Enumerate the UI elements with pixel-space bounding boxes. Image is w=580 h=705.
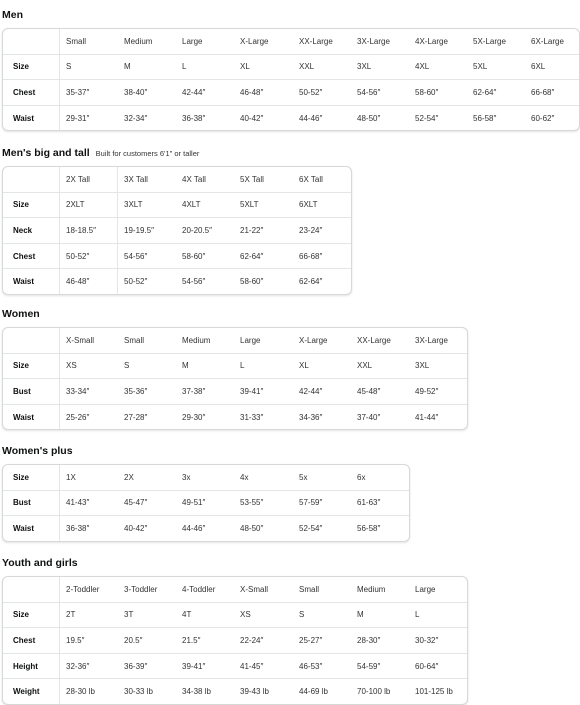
table-cell: 44-46″ bbox=[182, 523, 206, 533]
table-cell: 61-63″ bbox=[357, 498, 381, 508]
table-cell: 39-43 lb bbox=[240, 687, 269, 697]
column-header: Medium bbox=[357, 584, 386, 594]
table-cell: 50-52″ bbox=[124, 277, 148, 287]
column-header: 3X Tall bbox=[124, 174, 148, 184]
table-row bbox=[3, 678, 467, 704]
table-header-row bbox=[3, 29, 579, 54]
table-cell: 28-30″ bbox=[357, 635, 381, 645]
table-row bbox=[3, 192, 351, 218]
table-cell: S bbox=[124, 361, 130, 371]
table-cell: XL bbox=[240, 62, 250, 72]
table-header-row bbox=[3, 577, 467, 602]
table-row bbox=[3, 105, 579, 131]
column-header: 6X Tall bbox=[299, 174, 323, 184]
table-cell: 60-62″ bbox=[531, 113, 555, 123]
column-header: 4X-Large bbox=[415, 36, 448, 46]
column-header: Large bbox=[415, 584, 436, 594]
column-divider bbox=[59, 577, 60, 704]
column-header: 3X-Large bbox=[357, 36, 390, 46]
table-cell: 6XL bbox=[531, 62, 546, 72]
row-label: Waist bbox=[13, 523, 35, 533]
row-label: Chest bbox=[13, 87, 36, 97]
table-cell: 23-24″ bbox=[299, 225, 323, 235]
table-cell: 48-50″ bbox=[357, 113, 381, 123]
table-cell: 6XLT bbox=[299, 200, 318, 210]
column-divider bbox=[59, 29, 60, 130]
table-cell: 45-47″ bbox=[124, 498, 148, 508]
table-row bbox=[3, 378, 467, 404]
table-cell: 33-34″ bbox=[66, 386, 90, 396]
table-cell: 3XL bbox=[415, 361, 430, 371]
table-cell: 38-40″ bbox=[124, 87, 148, 97]
table-cell: 28-30 lb bbox=[66, 687, 95, 697]
table-row bbox=[3, 268, 351, 294]
column-header: 5X Tall bbox=[240, 174, 264, 184]
column-header: Large bbox=[240, 335, 261, 345]
table-cell: 37-40″ bbox=[357, 412, 381, 422]
table-cell: 36-38″ bbox=[182, 113, 206, 123]
column-header: 2X Tall bbox=[66, 174, 90, 184]
table-header-row bbox=[3, 167, 351, 192]
column-header: 4-Toddler bbox=[182, 584, 216, 594]
table-cell: 5x bbox=[299, 472, 308, 482]
section-title-text: Men's big and tall bbox=[2, 147, 90, 159]
table-cell: 2T bbox=[66, 610, 76, 620]
row-label: Waist bbox=[13, 113, 35, 123]
row-label: Height bbox=[13, 661, 38, 671]
row-label: Chest bbox=[13, 251, 36, 261]
table-cell: 60-64″ bbox=[415, 661, 439, 671]
table-row bbox=[3, 515, 409, 541]
table-cell: 3XLT bbox=[124, 200, 143, 210]
table-cell: 32-36″ bbox=[66, 661, 90, 671]
table-cell: 4T bbox=[182, 610, 192, 620]
table-cell: 42-44″ bbox=[182, 87, 206, 97]
column-header: Small bbox=[299, 584, 320, 594]
table-cell: 66-68″ bbox=[299, 251, 323, 261]
table-cell: 25-27″ bbox=[299, 635, 323, 645]
table-cell: 49-52″ bbox=[415, 386, 439, 396]
table-row bbox=[3, 653, 467, 679]
table-cell: L bbox=[182, 62, 187, 72]
table-cell: 57-59″ bbox=[299, 498, 323, 508]
column-header: 3X-Large bbox=[415, 335, 448, 345]
table-cell: 20.5″ bbox=[124, 635, 143, 645]
table-cell: 41-43″ bbox=[66, 498, 90, 508]
row-label: Size bbox=[13, 610, 30, 620]
column-header: 6X-Large bbox=[531, 36, 564, 46]
table-cell: 5XL bbox=[473, 62, 488, 72]
size-table-men bbox=[2, 28, 580, 131]
table-cell: 19-19.5″ bbox=[124, 225, 154, 235]
table-cell: 49-51″ bbox=[182, 498, 206, 508]
size-table-youth-and-girls bbox=[2, 576, 468, 705]
table-cell: 19.5″ bbox=[66, 635, 85, 645]
table-row bbox=[3, 490, 409, 516]
table-cell: 62-64″ bbox=[473, 87, 497, 97]
table-cell: 34-36″ bbox=[299, 412, 323, 422]
table-cell: 56-58″ bbox=[357, 523, 381, 533]
table-cell: 30-32″ bbox=[415, 635, 439, 645]
column-header: 3-Toddler bbox=[124, 584, 158, 594]
table-cell: 39-41″ bbox=[240, 386, 264, 396]
column-header: XX-Large bbox=[299, 36, 333, 46]
table-row bbox=[3, 217, 351, 243]
table-cell: 58-60″ bbox=[240, 277, 264, 287]
column-header: Medium bbox=[124, 36, 153, 46]
column-header: Small bbox=[124, 335, 145, 345]
table-row bbox=[3, 353, 467, 379]
table-cell: 25-26″ bbox=[66, 412, 90, 422]
table-cell: 58-60″ bbox=[182, 251, 206, 261]
table-cell: 101-125 lb bbox=[415, 687, 453, 697]
row-label: Size bbox=[13, 361, 30, 371]
table-cell: 46-48″ bbox=[240, 87, 264, 97]
table-cell: 29-31″ bbox=[66, 113, 90, 123]
table-row bbox=[3, 602, 467, 628]
table-cell: 36-38″ bbox=[66, 523, 90, 533]
table-cell: 36-39″ bbox=[124, 661, 148, 671]
column-header: 5X-Large bbox=[473, 36, 506, 46]
table-cell: 18-18.5″ bbox=[66, 225, 96, 235]
table-cell: 29-30″ bbox=[182, 412, 206, 422]
table-cell: 35-37″ bbox=[66, 87, 90, 97]
table-cell: 6x bbox=[357, 472, 366, 482]
size-table-women-s-plus bbox=[2, 464, 410, 542]
table-cell: 56-58″ bbox=[473, 113, 497, 123]
table-cell: 35-36″ bbox=[124, 386, 148, 396]
column-header: Large bbox=[182, 36, 203, 46]
table-cell: 21-22″ bbox=[240, 225, 264, 235]
column-divider bbox=[59, 328, 60, 429]
table-cell: 52-54″ bbox=[415, 113, 439, 123]
table-cell: 54-56″ bbox=[182, 277, 206, 287]
column-header: XX-Large bbox=[357, 335, 391, 345]
table-cell: 40-42″ bbox=[240, 113, 264, 123]
table-cell: 46-48″ bbox=[66, 277, 90, 287]
row-label: Size bbox=[13, 472, 30, 482]
table-cell: 3T bbox=[124, 610, 134, 620]
table-cell: 54-56″ bbox=[357, 87, 381, 97]
table-cell: 58-60″ bbox=[415, 87, 439, 97]
section-title-men-s-big-and-tall bbox=[2, 147, 199, 159]
table-cell: 54-56″ bbox=[124, 251, 148, 261]
table-cell: XS bbox=[66, 361, 77, 371]
section-title-men bbox=[2, 9, 23, 21]
table-cell: 41-45″ bbox=[240, 661, 264, 671]
table-cell: 41-44″ bbox=[415, 412, 439, 422]
table-cell: 50-52″ bbox=[299, 87, 323, 97]
table-cell: M bbox=[357, 610, 364, 620]
row-label: Chest bbox=[13, 635, 36, 645]
row-label: Waist bbox=[13, 412, 35, 422]
table-cell: 42-44″ bbox=[299, 386, 323, 396]
table-cell: 30-33 lb bbox=[124, 687, 153, 697]
table-cell: 44-46″ bbox=[299, 113, 323, 123]
table-cell: 3x bbox=[182, 472, 191, 482]
table-cell: XXL bbox=[299, 62, 315, 72]
table-cell: L bbox=[240, 361, 245, 371]
column-header: X-Large bbox=[299, 335, 328, 345]
table-cell: 4x bbox=[240, 472, 249, 482]
section-title-youth-and-girls bbox=[2, 557, 78, 569]
table-cell: 22-24″ bbox=[240, 635, 264, 645]
table-row bbox=[3, 627, 467, 653]
table-cell: 37-38″ bbox=[182, 386, 206, 396]
table-cell: 20-20.5″ bbox=[182, 225, 212, 235]
table-cell: L bbox=[415, 610, 420, 620]
table-cell: 31-33″ bbox=[240, 412, 264, 422]
table-cell: 46-53″ bbox=[299, 661, 323, 671]
table-row bbox=[3, 404, 467, 430]
table-cell: 3XL bbox=[357, 62, 372, 72]
table-cell: 62-64″ bbox=[299, 277, 323, 287]
table-cell: 32-34″ bbox=[124, 113, 148, 123]
column-header: 4X Tall bbox=[182, 174, 206, 184]
row-label: Bust bbox=[13, 386, 31, 396]
table-cell: 4XLT bbox=[182, 200, 201, 210]
table-cell: 5XLT bbox=[240, 200, 259, 210]
section-subtitle: Built for customers 6'1" or taller bbox=[95, 149, 200, 158]
row-label: Neck bbox=[13, 225, 33, 235]
table-cell: 48-50″ bbox=[240, 523, 264, 533]
column-header: Medium bbox=[182, 335, 211, 345]
table-cell: 2XLT bbox=[66, 200, 85, 210]
table-cell: 44-69 lb bbox=[299, 687, 328, 697]
table-cell: 40-42″ bbox=[124, 523, 148, 533]
column-header: Small bbox=[66, 36, 87, 46]
table-row bbox=[3, 54, 579, 80]
table-cell: 50-52″ bbox=[66, 251, 90, 261]
table-row bbox=[3, 79, 579, 105]
row-label: Waist bbox=[13, 277, 35, 287]
table-cell: 1X bbox=[66, 472, 76, 482]
table-cell: 62-64″ bbox=[240, 251, 264, 261]
section-title-text: Youth and girls bbox=[2, 557, 78, 569]
row-label: Bust bbox=[13, 498, 31, 508]
row-label: Weight bbox=[13, 687, 40, 697]
table-cell: 66-68″ bbox=[531, 87, 555, 97]
column-header: X-Small bbox=[66, 335, 95, 345]
table-cell: 34-38 lb bbox=[182, 687, 211, 697]
table-cell: 2X bbox=[124, 472, 134, 482]
table-row bbox=[3, 465, 409, 490]
table-cell: 21.5″ bbox=[182, 635, 201, 645]
table-cell: 70-100 lb bbox=[357, 687, 391, 697]
table-cell: XL bbox=[299, 361, 309, 371]
table-cell: 39-41″ bbox=[182, 661, 206, 671]
table-cell: 4XL bbox=[415, 62, 430, 72]
table-cell: M bbox=[182, 361, 189, 371]
table-cell: 52-54″ bbox=[299, 523, 323, 533]
column-header: 2-Toddler bbox=[66, 584, 100, 594]
table-cell: XXL bbox=[357, 361, 373, 371]
section-title-text: Men bbox=[2, 9, 23, 21]
section-title-women bbox=[2, 308, 40, 320]
column-header: X-Small bbox=[240, 584, 269, 594]
table-cell: 27-28″ bbox=[124, 412, 148, 422]
table-cell: 45-48″ bbox=[357, 386, 381, 396]
table-cell: 53-55″ bbox=[240, 498, 264, 508]
row-label: Size bbox=[13, 62, 30, 72]
section-title-women-s-plus bbox=[2, 445, 73, 457]
row-label: Size bbox=[13, 200, 30, 210]
table-cell: S bbox=[299, 610, 305, 620]
section-title-text: Women bbox=[2, 308, 40, 320]
table-cell: M bbox=[124, 62, 131, 72]
table-row bbox=[3, 243, 351, 269]
column-divider bbox=[59, 465, 60, 541]
table-cell: XS bbox=[240, 610, 251, 620]
column-divider bbox=[117, 167, 118, 294]
table-cell: 54-59″ bbox=[357, 661, 381, 671]
table-cell: S bbox=[66, 62, 72, 72]
table-header-row bbox=[3, 328, 467, 353]
section-title-text: Women's plus bbox=[2, 445, 73, 457]
size-table-men-s-big-and-tall bbox=[2, 166, 352, 295]
column-divider bbox=[59, 167, 60, 294]
size-table-women bbox=[2, 327, 468, 430]
column-header: X-Large bbox=[240, 36, 269, 46]
